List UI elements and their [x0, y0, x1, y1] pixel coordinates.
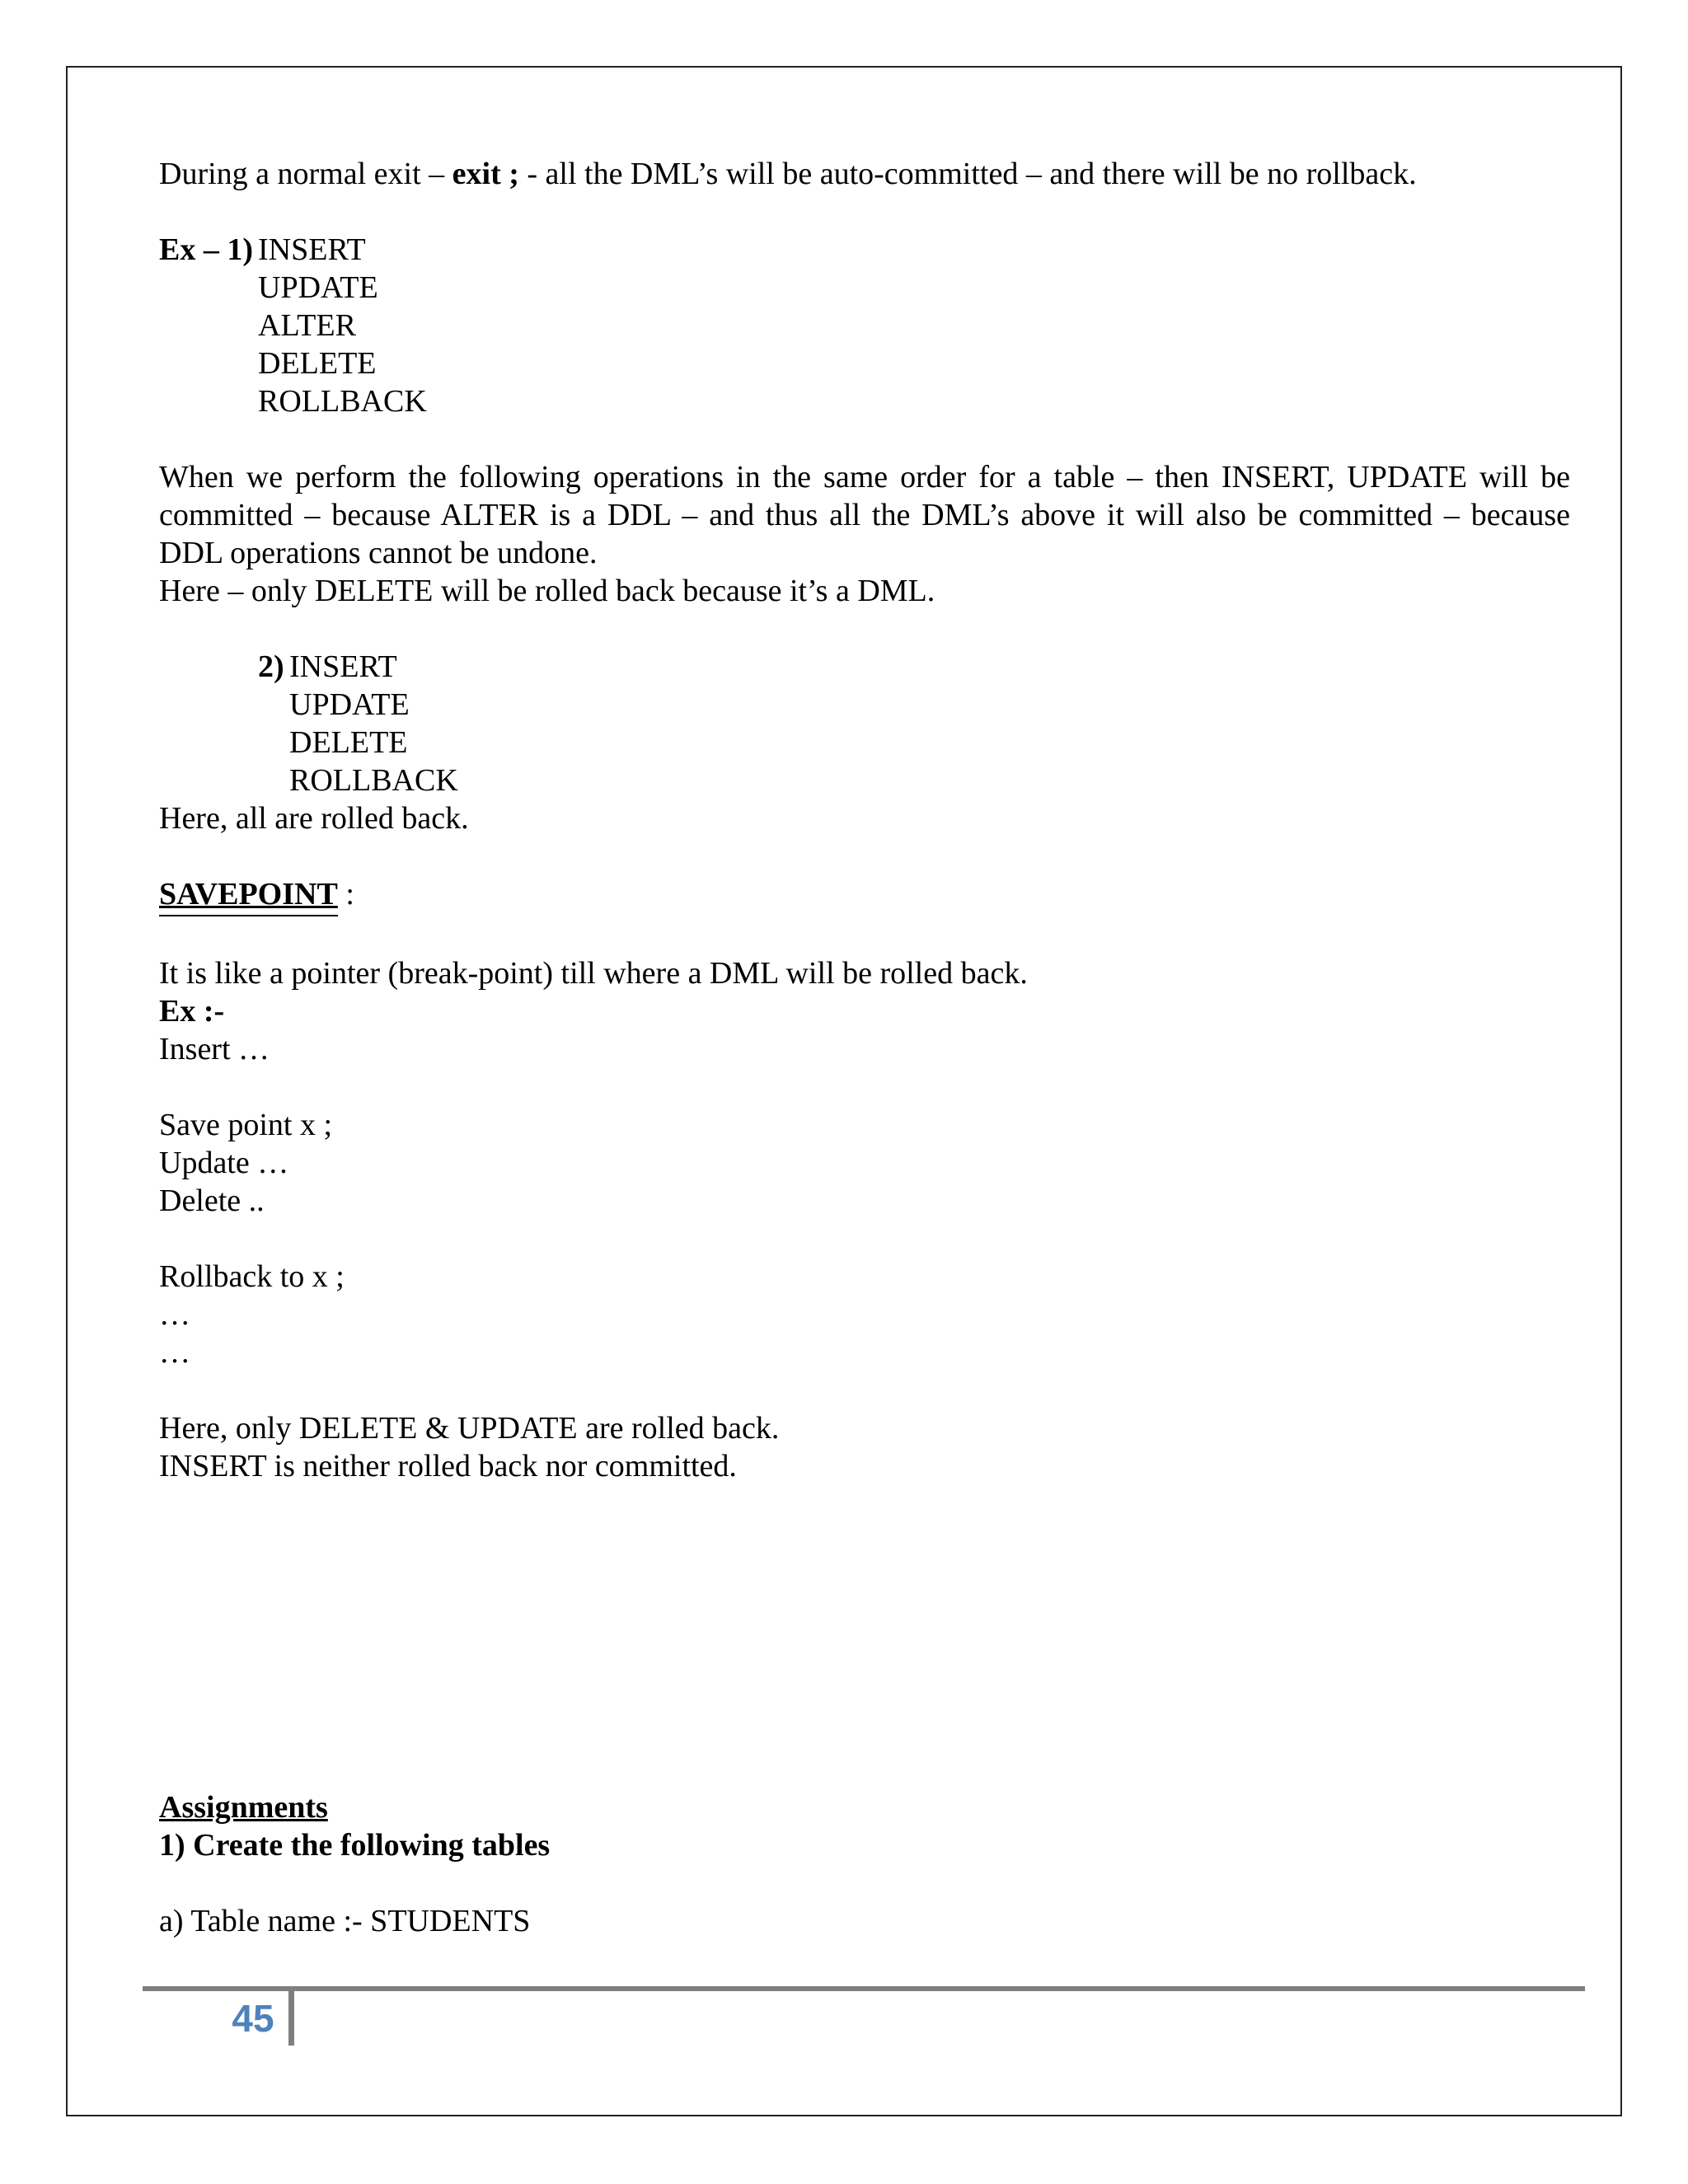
savepoint-description: It is like a pointer (break-point) till where a DML will be rolled back. — [159, 956, 1028, 991]
page-number: 45 — [232, 1997, 274, 2040]
savepoint-heading-line — [159, 875, 1570, 916]
savepoint-note: Here, only DELETE & UPDATE are rolled back. — [159, 1411, 780, 1446]
example-1-label: Ex – 1) — [159, 232, 253, 267]
document-body — [159, 155, 1570, 1940]
code-line-insert: Insert … — [159, 1032, 270, 1066]
example-2-line: INSERT — [289, 649, 397, 684]
page-number-divider — [288, 1991, 294, 2046]
explanation-note: Here – only DELETE will be rolled back because it’s a DML. — [159, 574, 935, 608]
assignment-task-1: 1) Create the following tables — [159, 1828, 551, 1863]
intro-suffix: - all the DML’s will be auto-committed – and there will be no rollback. — [518, 157, 1417, 191]
example-2-line: DELETE — [289, 725, 408, 760]
intro-prefix: During a normal exit – — [159, 157, 452, 191]
example-1-line: ROLLBACK — [258, 384, 427, 419]
savepoint-colon: : — [337, 877, 354, 912]
savepoint-heading-wrap — [159, 875, 338, 916]
example-2-label: 2) — [258, 649, 284, 684]
savepoint-note: INSERT is neither rolled back nor committed. — [159, 1449, 737, 1483]
code-line-savepoint: Save point x ; — [159, 1108, 333, 1142]
code-line-delete: Delete .. — [159, 1183, 265, 1218]
example-2-note: Here, all are rolled back. — [159, 801, 469, 836]
example-2-line: UPDATE — [289, 687, 410, 722]
explanation-paragraph: When we perform the following operations in the same order for a table – then INSERT, UPDATE will be committed – because ALTER is a DDL – and thus all the DML’s above it will also be committed – because DDL operations cannot be undone. — [159, 460, 1570, 570]
exit-command: exit ; — [452, 157, 519, 191]
savepoint-heading: SAVEPOINT — [159, 877, 338, 912]
example-1-line: ALTER — [258, 308, 356, 343]
savepoint-example-label: Ex :- — [159, 994, 225, 1029]
code-line-update: Update … — [159, 1146, 289, 1180]
assignment-table-a: a) Table name :- STUDENTS — [159, 1904, 531, 1938]
example-1-line: INSERT — [258, 232, 366, 267]
footer-rule — [143, 1986, 1585, 1991]
code-line-ellipsis: … — [159, 1335, 190, 1370]
example-2-line: ROLLBACK — [289, 763, 458, 798]
example-1 — [159, 231, 1570, 420]
assignments-heading: Assignments — [159, 1790, 328, 1825]
example-1-line: UPDATE — [258, 270, 378, 305]
example-2 — [159, 648, 1570, 799]
intro-paragraph — [159, 155, 1570, 193]
code-line-rollback: Rollback to x ; — [159, 1259, 345, 1294]
example-1-line: DELETE — [258, 346, 377, 381]
code-line-ellipsis: … — [159, 1297, 190, 1332]
